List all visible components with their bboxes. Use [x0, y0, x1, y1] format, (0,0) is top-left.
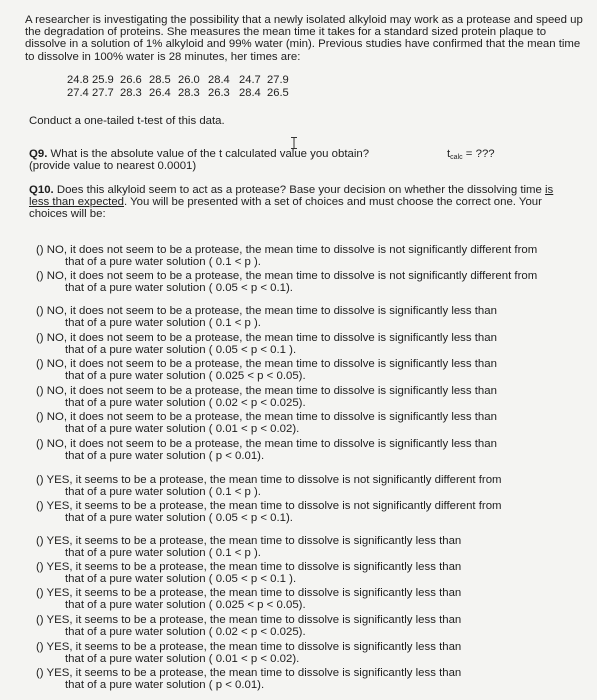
question-9-label: Q9.	[29, 148, 48, 160]
time-value: 24.7	[239, 74, 261, 86]
choice-line-2: that of a pure water solution ( 0.05 < p < 0.1 ).	[65, 344, 297, 357]
choice-option[interactable]	[36, 667, 576, 691]
question-9-hint: (provide value to nearest 0.0001)	[29, 160, 197, 173]
time-value: 27.9	[267, 74, 289, 86]
choice-line-2: that of a pure water solution ( 0.02 < p < 0.025).	[65, 397, 306, 410]
time-value: 26.6	[120, 74, 142, 86]
question-10-text: Does this alkyloid seem to act as a protease? Base your decision on whether the dissolving time	[53, 184, 546, 196]
t-value: = ???	[462, 148, 495, 160]
choice-option[interactable]	[36, 614, 576, 638]
question-9-text: What is the absolute value of the t calculated value you obtain?	[47, 148, 370, 160]
choice-option[interactable]	[36, 587, 576, 611]
choice-option[interactable]	[36, 305, 576, 329]
question-10-text-end: . You will be presented with a set of choices and must choose the correct one. Your choices will be:	[29, 196, 542, 221]
instruction-text: Conduct a one-tailed t-test of this data.	[29, 115, 225, 127]
choice-line-2: that of a pure water solution ( 0.025 < p < 0.05).	[65, 370, 306, 383]
time-value: 28.5	[149, 74, 171, 86]
t-subscript: calc	[450, 154, 463, 161]
time-value: 24.8	[67, 74, 89, 86]
question-9	[29, 148, 429, 172]
choice-option[interactable]	[36, 385, 576, 409]
choice-line-1: () YES, it seems to be a protease, the mean time to dissolve is significantly less than	[36, 667, 462, 679]
time-value: 26.4	[149, 87, 171, 99]
choice-line-2: that of a pure water solution ( 0.1 < p ).	[65, 486, 261, 499]
time-value: 26.3	[208, 87, 230, 99]
choice-line-1: () YES, it seems to be a protease, the mean time to dissolve is significantly less than	[36, 561, 462, 573]
choice-line-2: that of a pure water solution ( 0.1 < p ).	[65, 256, 261, 269]
t-symbol: t	[447, 148, 451, 160]
choice-line-1: () NO, it does not seem to be a protease, the mean time to dissolve is significantly less than	[36, 332, 497, 344]
question-10-emphasis: is less than expected	[29, 184, 554, 209]
choice-line-1: () YES, it seems to be a protease, the mean time to dissolve is significantly less than	[36, 641, 462, 653]
question-10	[29, 184, 574, 221]
choice-line-1: () NO, it does not seem to be a protease, the mean time to dissolve is significantly less than	[36, 438, 497, 450]
choice-option[interactable]	[36, 358, 576, 382]
choice-line-2: that of a pure water solution ( p < 0.01).	[65, 679, 265, 692]
choice-option[interactable]	[36, 270, 576, 294]
choice-line-1: () NO, it does not seem to be a protease, the mean time to dissolve is significantly less than	[36, 411, 497, 423]
time-value: 26.0	[178, 74, 200, 86]
choice-line-1: () YES, it seems to be a protease, the mean time to dissolve is significantly less than	[36, 587, 462, 599]
question-10-label: Q10.	[29, 184, 54, 196]
time-value: 25.9	[92, 74, 114, 86]
choice-option[interactable]	[36, 332, 576, 356]
choice-line-1: () YES, it seems to be a protease, the mean time to dissolve is significantly less than	[36, 535, 462, 547]
time-value: 28.3	[120, 87, 142, 99]
choice-option[interactable]	[36, 500, 576, 524]
choice-option[interactable]	[36, 474, 576, 498]
problem-intro: A researcher is investigating the possibility that a newly isolated alkyloid may work as a protease and speed up the degradation of proteins. She measures the mean time it takes for a standard sized protein plaque to dissolve in a solution of 1% alkyloid and 99% water (min). Previous studies have confirmed that the mean time to dissolve in 100% water is 28 minutes, her times are:	[25, 14, 583, 63]
choice-option[interactable]	[36, 641, 576, 665]
choice-option[interactable]	[36, 438, 576, 462]
choice-line-2: that of a pure water solution ( 0.05 < p < 0.1).	[65, 512, 293, 525]
choice-line-1: () NO, it does not seem to be a protease, the mean time to dissolve is not significantly different from	[36, 244, 538, 256]
choice-line-2: that of a pure water solution ( 0.1 < p ).	[65, 317, 261, 330]
choice-line-1: () NO, it does not seem to be a protease, the mean time to dissolve is significantly less than	[36, 358, 497, 370]
choice-line-1: () NO, it does not seem to be a protease, the mean time to dissolve is not significantly different from	[36, 270, 538, 282]
time-value: 28.4	[239, 87, 261, 99]
time-value: 28.4	[208, 74, 230, 86]
choice-line-2: that of a pure water solution ( 0.05 < p < 0.1).	[65, 282, 293, 295]
time-value: 27.7	[92, 87, 114, 99]
choice-line-1: () YES, it seems to be a protease, the mean time to dissolve is not significantly different from	[36, 500, 502, 512]
choice-line-1: () YES, it seems to be a protease, the mean time to dissolve is significantly less than	[36, 614, 462, 626]
time-value: 27.4	[67, 87, 89, 99]
choice-line-2: that of a pure water solution ( 0.05 < p < 0.1 ).	[65, 573, 297, 586]
choice-line-1: () NO, it does not seem to be a protease, the mean time to dissolve is significantly less than	[36, 305, 497, 317]
choice-line-2: that of a pure water solution ( p < 0.01).	[65, 450, 265, 463]
choice-line-2: that of a pure water solution ( 0.025 < p < 0.05).	[65, 599, 306, 612]
time-value: 28.3	[178, 87, 200, 99]
choice-option[interactable]	[36, 411, 576, 435]
choice-option[interactable]	[36, 244, 576, 268]
choice-line-2: that of a pure water solution ( 0.1 < p ).	[65, 547, 261, 560]
choice-option[interactable]	[36, 561, 576, 585]
choice-option[interactable]	[36, 535, 576, 559]
choice-line-2: that of a pure water solution ( 0.01 < p < 0.02).	[65, 653, 300, 666]
time-value: 26.5	[267, 87, 289, 99]
choice-line-2: that of a pure water solution ( 0.01 < p < 0.02).	[65, 423, 300, 436]
t-calc-answer	[447, 148, 495, 164]
choice-line-1: () NO, it does not seem to be a protease, the mean time to dissolve is significantly less than	[36, 385, 497, 397]
choice-line-2: that of a pure water solution ( 0.02 < p < 0.025).	[65, 626, 306, 639]
choice-line-1: () YES, it seems to be a protease, the mean time to dissolve is not significantly different from	[36, 474, 502, 486]
